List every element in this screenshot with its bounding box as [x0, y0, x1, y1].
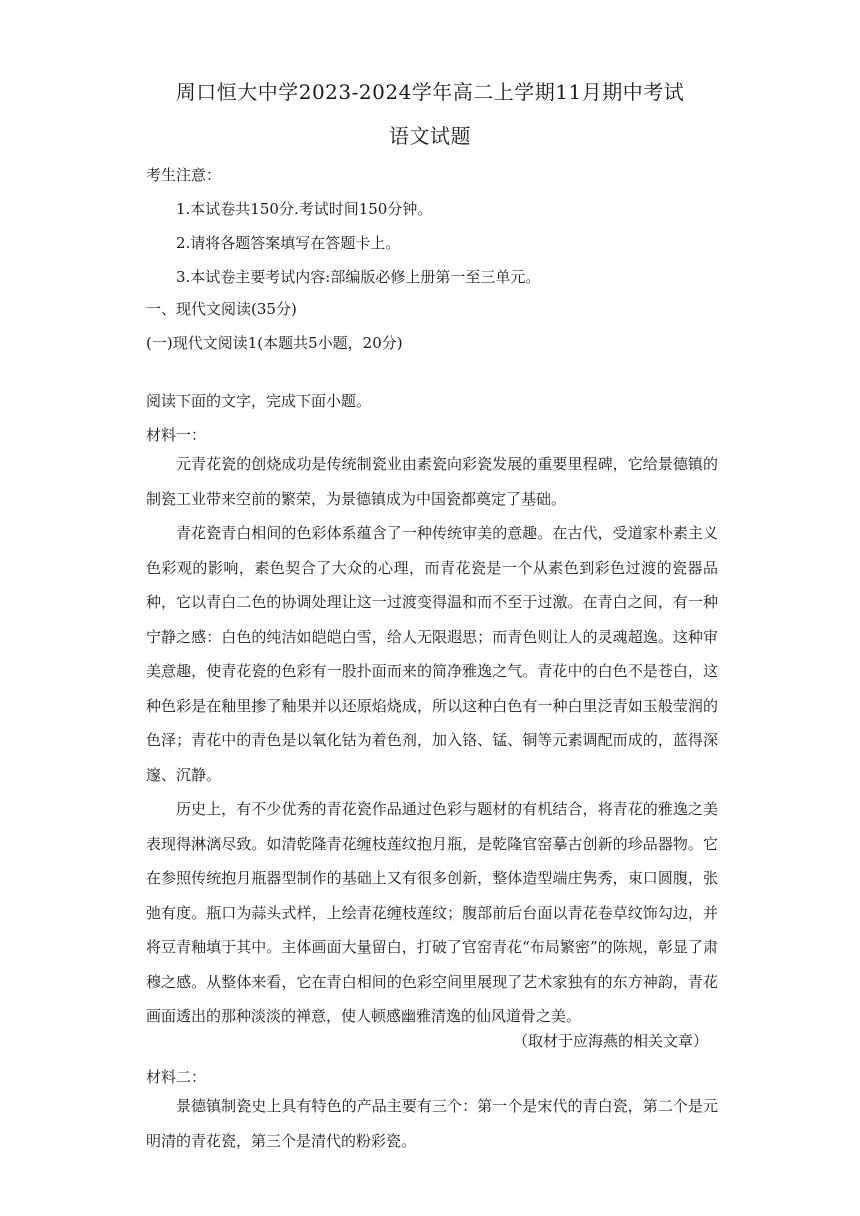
material-one-paragraph: 元青花瓷的创烧成功是传统制瓷业由素瓷向彩瓷发展的重要里程碑，它给景德镇的制瓷工业带来空前的繁荣，为景德镇成为中国瓷都奠定了基础。: [146, 455, 718, 508]
notice-item: 2.请将各题答案填写在答题卡上。: [176, 234, 401, 252]
material-one-paragraph: 青花瓷青白相间的色彩体系蕴含了一种传统审美的意趣。在古代，受道家朴素主义色彩观的影响，素色契合了大众的心理，而青花瓷是一个从素色到彩色过渡的瓷器品种，它以青白二色的协调处理让这一过渡变得温和而不至于过激。在青白之间，有一种宁静之感：白色的纯洁如皑皑白雪，给人无限遐思；而青色则让人的灵魂超逸。这种审美意趣，使青花瓷的色彩有一股扑面而来的简净雅逸之气。青花中的白色不是苍白，这种色彩是在釉里掺了釉果并以还原焰烧成，所以这种白色有一种白里泛青如玉般莹润的色泽；青花中的青色是以氧化钴为着色剂，加入铬、锰、铜等元素调配而成的，蓝得深邃、沉静。: [146, 524, 718, 784]
section-title: 一、现代文阅读(35分): [146, 300, 297, 318]
material-two-paragraph: 景德镇制瓷史上具有特色的产品主要有三个：第一个是宋代的青白瓷，第二个是元明清的青花瓷，第三个是清代的粉彩瓷。: [146, 1097, 718, 1150]
notice-item: 1.本试卷共150分.考试时间150分钟。: [176, 200, 433, 218]
notice-heading: 考生注意：: [146, 166, 222, 184]
material-two-label: 材料二：: [146, 1068, 207, 1086]
material-one-paragraph: 历史上，有不少优秀的青花瓷作品通过色彩与题材的有机结合，将青花的雅逸之美表现得淋漓尽致。如清乾隆青花缠枝莲纹抱月瓶，是乾隆官窑摹古创新的珍品器物。它在参照传统抱月瓶器型制作的基础上又有很多创新，整体造型端庄隽秀，束口圆腹，张弛有度。瓶口为蒜头式样，上绘青花缠枝莲纹；腹部前后台面以青花卷草纹饰勾边，并将豆青釉填于其中。主体画面大量留白，打破了官窑青花“布局繁密”的陈规，彰显了肃穆之感。从整体来看，它在青白相间的色彩空间里展现了艺术家独有的东方神韵，青花画面透出的那种淡淡的禅意，使人顿感幽雅清逸的仙风道骨之美。: [146, 800, 718, 1025]
section-subtitle: (一)现代文阅读1(本题共5小题，20分): [146, 334, 403, 352]
notice-item: 3.本试卷主要考试内容:部编版必修上册第一至三单元。: [176, 268, 541, 286]
reading-instruction: 阅读下面的文字，完成下面小题。: [146, 392, 372, 410]
exam-subtitle: 语文试题: [389, 124, 471, 148]
source-note: （取材于应海燕的相关文章）: [512, 1032, 708, 1050]
material-one-label: 材料一：: [146, 426, 207, 444]
exam-title: 周口恒大中学2023-2024学年高二上学期11月期中考试: [175, 80, 685, 104]
